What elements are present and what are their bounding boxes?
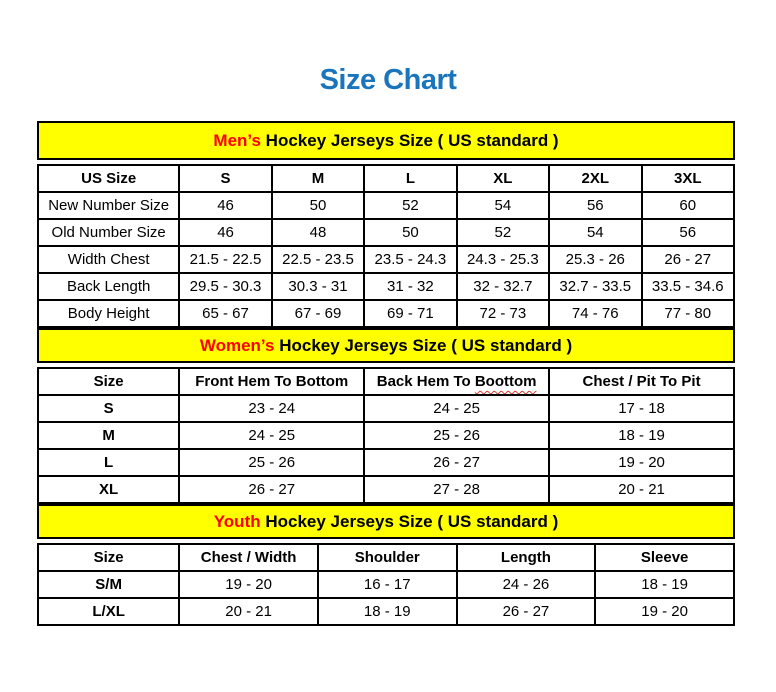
youth-section [37, 504, 735, 626]
table-row [38, 449, 734, 476]
size-value: 24.3 - 25.3 [457, 246, 549, 273]
size-value: 54 [457, 192, 549, 219]
table-row [38, 476, 734, 503]
womens-row-label: XL [38, 476, 179, 503]
size-value: 19 - 20 [595, 598, 734, 625]
womens-row-label: M [38, 422, 179, 449]
size-value: 77 - 80 [642, 300, 735, 327]
mens-col-header-s: S [179, 165, 271, 192]
youth-row-label: S/M [38, 571, 179, 598]
mens-col-header-m: M [272, 165, 364, 192]
mens-banner-text: Hockey Jerseys Size ( US standard ) [260, 131, 559, 150]
size-value: 16 - 17 [318, 571, 457, 598]
youth-size-table [37, 543, 735, 626]
table-row [38, 422, 734, 449]
size-value: 46 [179, 192, 271, 219]
size-value: 25 - 26 [364, 422, 549, 449]
size-chart-tables [37, 121, 735, 626]
womens-row-label: S [38, 395, 179, 422]
mens-col-header-l: L [364, 165, 456, 192]
size-value: 56 [642, 219, 735, 246]
page-title: Size Chart [319, 64, 457, 96]
size-value: 69 - 71 [364, 300, 456, 327]
table-row [38, 273, 734, 300]
size-value: 26 - 27 [179, 476, 364, 503]
mens-banner [37, 121, 735, 160]
mens-row-label: Width Chest [38, 246, 179, 273]
size-value: 24 - 25 [364, 395, 549, 422]
youth-row-label: L/XL [38, 598, 179, 625]
youth-banner-highlight: Youth [213, 512, 261, 531]
size-value: 67 - 69 [272, 300, 364, 327]
back-hem-prefix: Back Hem To [376, 373, 475, 390]
size-value: 25 - 26 [179, 449, 364, 476]
size-value: 23.5 - 24.3 [364, 246, 456, 273]
size-value: 48 [272, 219, 364, 246]
size-value: 17 - 18 [549, 395, 734, 422]
size-value: 46 [179, 219, 271, 246]
size-value: 24 - 26 [457, 571, 596, 598]
size-value: 18 - 19 [549, 422, 734, 449]
youth-col-header-length: Length [457, 544, 596, 571]
size-value: 56 [549, 192, 641, 219]
size-value: 54 [549, 219, 641, 246]
table-row [38, 395, 734, 422]
mens-col-header-xl: XL [457, 165, 549, 192]
table-row [38, 192, 734, 219]
size-value: 19 - 20 [179, 571, 318, 598]
womens-row-label: L [38, 449, 179, 476]
size-value: 72 - 73 [457, 300, 549, 327]
size-value: 27 - 28 [364, 476, 549, 503]
womens-col-header-back-hem [364, 368, 549, 395]
size-value: 52 [457, 219, 549, 246]
size-value: 22.5 - 23.5 [272, 246, 364, 273]
mens-col-header-3xl: 3XL [642, 165, 735, 192]
size-value: 30.3 - 31 [272, 273, 364, 300]
womens-banner [37, 328, 735, 363]
youth-banner [37, 504, 735, 539]
size-value: 60 [642, 192, 735, 219]
youth-banner-text: Hockey Jerseys Size ( US standard ) [260, 512, 559, 531]
size-value: 18 - 19 [318, 598, 457, 625]
youth-col-header-shoulder: Shoulder [318, 544, 457, 571]
size-value: 29.5 - 30.3 [179, 273, 271, 300]
youth-col-header-sleeve: Sleeve [595, 544, 734, 571]
table-row [38, 598, 734, 625]
youth-col-header-chest: Chest / Width [179, 544, 318, 571]
size-value: 23 - 24 [179, 395, 364, 422]
size-value: 26 - 27 [364, 449, 549, 476]
youth-col-header-size: Size [38, 544, 179, 571]
size-value: 74 - 76 [549, 300, 641, 327]
womens-banner-text: Hockey Jerseys Size ( US standard ) [274, 336, 573, 355]
youth-header-row [38, 544, 734, 571]
mens-row-label: Body Height [38, 300, 179, 327]
mens-banner-highlight: Men’s [213, 131, 261, 150]
mens-row-label: New Number Size [38, 192, 179, 219]
mens-row-label: Old Number Size [38, 219, 179, 246]
womens-size-table [37, 367, 735, 504]
table-row [38, 219, 734, 246]
mens-header-row [38, 165, 734, 192]
size-value: 65 - 67 [179, 300, 271, 327]
size-value: 26 - 27 [457, 598, 596, 625]
size-value: 20 - 21 [179, 598, 318, 625]
table-row [38, 300, 734, 327]
size-value: 50 [272, 192, 364, 219]
mens-col-header-2xl: 2XL [549, 165, 641, 192]
size-value: 19 - 20 [549, 449, 734, 476]
womens-banner-highlight: Women’s [199, 336, 275, 355]
size-value: 26 - 27 [642, 246, 735, 273]
size-value: 21.5 - 22.5 [179, 246, 271, 273]
mens-col-header-us-size: US Size [38, 165, 179, 192]
womens-header-row [38, 368, 734, 395]
table-row [38, 246, 734, 273]
table-row [38, 571, 734, 598]
womens-section [37, 328, 735, 504]
size-value: 52 [364, 192, 456, 219]
size-value: 20 - 21 [549, 476, 734, 503]
mens-section [37, 121, 735, 328]
size-value: 25.3 - 26 [549, 246, 641, 273]
size-value: 18 - 19 [595, 571, 734, 598]
misspelled-word: Boottom [474, 373, 537, 390]
size-value: 32 - 32.7 [457, 273, 549, 300]
size-value: 33.5 - 34.6 [642, 273, 735, 300]
size-value: 31 - 32 [364, 273, 456, 300]
size-value: 50 [364, 219, 456, 246]
size-value: 24 - 25 [179, 422, 364, 449]
mens-row-label: Back Length [38, 273, 179, 300]
womens-col-header-front-hem: Front Hem To Bottom [179, 368, 364, 395]
womens-col-header-size: Size [38, 368, 179, 395]
size-value: 32.7 - 33.5 [549, 273, 641, 300]
womens-col-header-chest: Chest / Pit To Pit [549, 368, 734, 395]
mens-size-table [37, 164, 735, 328]
